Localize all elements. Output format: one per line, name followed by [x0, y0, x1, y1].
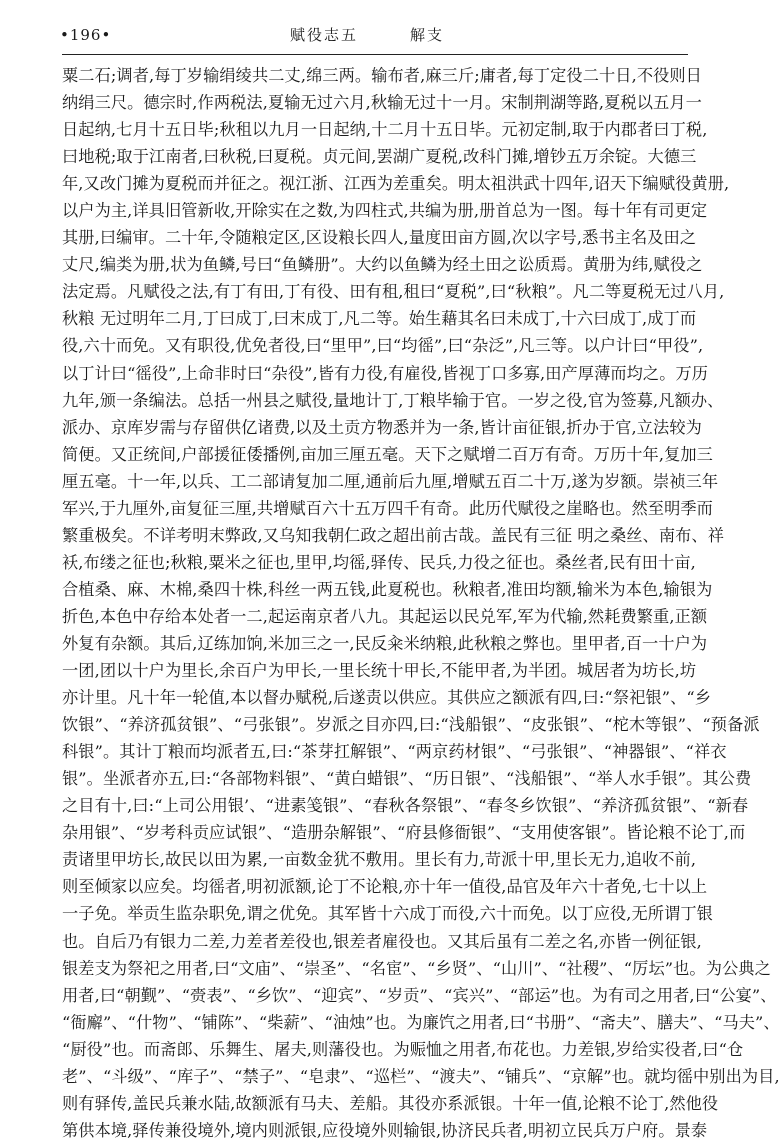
- text-line: 则有驿传,盖民兵兼水陆,故额派有马夫、差船。其役亦系派银。十年一值,论粮不论丁,然他役: [62, 1093, 719, 1113]
- text-line: 老”、“斗级”、“库子”、“禁子”、“皂隶”、“巡栏”、“渡夫”、“铺兵”、“京解”也。就均徭中别出为目,: [62, 1066, 780, 1086]
- page-header: [60, 18, 690, 52]
- text-line: 用者,曰“朝觐”、“赍表”、“乡饮”、“迎宾”、“岁贡”、“宾兴”、“部运”也。为有司之用者,曰“公宴”、: [62, 985, 777, 1005]
- text-line: 以户为主,详具旧管新收,开除实在之数,为四柱式,共编为册,册首总为一图。每十年有司更定: [62, 201, 708, 221]
- text-line: 年,又改门摊为夏税而并征之。视江浙、江西为差重矣。明太祖洪武十四年,诏天下编赋役黄册,: [62, 174, 730, 194]
- text-line: 繁重极矣。不详考明末弊政,又乌知我朝仁政之超出前古哉。盖民有三征 明之桑丝、南布、祥: [62, 525, 724, 545]
- text-line: 杂用银”、“岁考科贡应试银”、“造册杂解银”、“府县修衙银”、“支用使客银”。皆论粮不论丁,而: [62, 823, 746, 843]
- text-line: 其册,曰编审。二十年,令随粮定区,区设粮长四人,量度田亩方圆,次以字号,悉书主名及田之: [62, 228, 697, 248]
- text-line: 银差支为祭祀之用者,曰“文庙”、“崇圣”、“名宦”、“乡贤”、“山川”、“社稷”、“厉坛”也。为公典之: [62, 958, 771, 978]
- text-line: 也。自后乃有银力二差,力差者差役也,银差者雇役也。又其后虽有二差之名,亦皆一例征银,: [62, 931, 702, 951]
- text-line: 折色,本色中存给本处者一二,起运南京者八九。其起运以民兑军,军为代输,然耗费繁重,正额: [62, 606, 708, 626]
- text-line: “厨役”也。而斋郎、乐舞生、屠夫,则藩役也。为赈恤之用者,布花也。力差银,岁给实役者,曰“仓: [62, 1039, 744, 1059]
- text-line: 第供本境,驿传兼役境外,境内则派银,应役境外则输银,协济民兵者,明初立民兵万户府。景泰: [62, 1120, 708, 1140]
- header-rule: [62, 54, 688, 55]
- text-line: 纳绢三尺。德宗时,作两税法,夏输无过六月,秋输无过十一月。宋制荆湖等路,夏税以五月一: [62, 93, 702, 113]
- body-text: [62, 62, 780, 1144]
- text-line: 曰地税;取于江南者,曰秋税,曰夏税。贞元间,罢湖广夏税,改科门摊,增钞五万余锭。大德三: [62, 147, 697, 167]
- text-line: 秋粮 无过明年二月,丁曰成丁,曰末成丁,凡二等。始生藉其名曰未成丁,十六曰成丁,成丁而: [62, 309, 697, 329]
- text-line: 法定焉。凡赋役之法,有丁有田,丁有役、田有租,租曰“夏税”,曰“秋粮”。凡二等夏税无过八月,: [62, 282, 725, 302]
- text-line: 袄,布缕之征也;秋粮,粟米之征也,里甲,均徭,驿传、民兵,力役之征也。桑丝者,民有田十亩,: [62, 552, 696, 572]
- text-line: 粟二石;调者,每丁岁输绢绫共二丈,绵三两。输布者,麻三斤;庸者,每丁定役二十日,不役则日: [62, 66, 702, 85]
- text-line: 合植桑、麻、木棉,桑四十株,科丝一两五钱,此夏税也。秋粮者,准田均额,输米为本色,输银为: [62, 579, 713, 599]
- text-line: 以丁计曰“徭役”,上命非时曰“杂役”,皆有力役,有雇役,皆视丁口多寡,田产厚薄而均之。万历: [62, 363, 709, 383]
- text-line: 派办、京库岁需与存留供亿诸费,以及土贡方物悉并为一条,皆计亩征银,折办于官,立法较为: [62, 417, 702, 437]
- running-title: 赋役志五: [290, 26, 359, 44]
- text-line: 军兴,于九厘外,亩复征三厘,共增赋百六十五万四千有奇。此历代赋役之崖略也。然至明季而: [62, 498, 713, 518]
- text-line: 日起纳,七月十五日毕;秋租以九月一日起纳,十二月十五日毕。元初定制,取于内郡者曰丁税,: [62, 120, 708, 140]
- text-line: 则至倾家以应矣。均徭者,明初派额,论丁不论粮,亦十年一值役,品官及年六十者免,七十以上: [62, 877, 708, 897]
- section-title: 解支: [410, 26, 445, 44]
- text-line: 之目有十,曰:“上司公用银’、“进素笺银”、“春秋各祭银”、“春冬乡饮银”、“养济孤贫银”、“新春: [62, 796, 749, 816]
- text-line: “衙廨”、“什物”、“铺陈”、“柴薪”、“油烛”也。为廉饩之用者,曰“书册”、“斋夫”、膳夫”、“马夫”、: [62, 1012, 780, 1032]
- page-number: •196•: [60, 26, 112, 44]
- text-line: 役,六十而免。又有职役,优免者役,曰“里甲”,曰“均徭”,曰“杂泛”,凡三等。以户计曰“甲役”,: [62, 336, 704, 356]
- text-line: 一团,团以十户为里长,余百户为甲长,一里长统十甲长,不能甲者,为半团。城居者为坊长,坊: [62, 661, 697, 681]
- text-line: 科银”。其计丁粮而均派者五,曰:“茶芽扛解银”、“两京药材银”、“弓张银”、“神器银”、“祥衣: [62, 742, 727, 762]
- text-line: 责诸里甲坊长,故民以田为累,一亩数金犹不敷用。里长有力,苛派十甲,里长无力,追收不前,: [62, 850, 697, 870]
- text-line: 一子免。举贡生监杂职免,谓之优免。其军皆十六成丁而役,六十而免。以丁应役,无所谓丁银: [62, 904, 713, 924]
- text-line: 银”。坐派者亦五,曰:“各部物料银”、“黄白蜡银”、“历日银”、“浅船银”、“举人水手银”。其公费: [62, 769, 752, 789]
- text-line: 九年,颁一条编法。总括一州县之赋役,量地计丁,丁粮毕输于官。一岁之役,官为签募,凡额办、: [62, 390, 724, 410]
- text-line: 丈尺,编类为册,状为鱼鳞,号曰“鱼鳞册”。大约以鱼鳞为经土田之讼质焉。黄册为纬,赋役之: [62, 255, 703, 275]
- text-line: 亦计里。凡十年一轮值,本以督办赋税,后遂责以供应。其供应之额派有四,曰:“祭祀银”、“乡: [62, 688, 712, 708]
- text-line: 厘五毫。十一年,以兵、工二部请复加二厘,通前后九厘,增赋五百二十万,遂为岁额。崇祯三年: [62, 471, 719, 491]
- text-line: 简便。又正统间,户部援征倭播例,亩加三厘五毫。天下之赋增二百万有奇。万历十年,复加三: [62, 444, 713, 464]
- text-line: 外复有杂额。其后,辽练加饷,米加三之一,民反籴米纳粮,此秋粮之弊也。里甲者,百一十户为: [62, 633, 708, 653]
- text-line: 饮银”、“养济孤贫银”、“弓张银”。岁派之目亦四,曰:“浅船银”、“皮张银”、“柁木等银”、“预备派: [62, 715, 760, 735]
